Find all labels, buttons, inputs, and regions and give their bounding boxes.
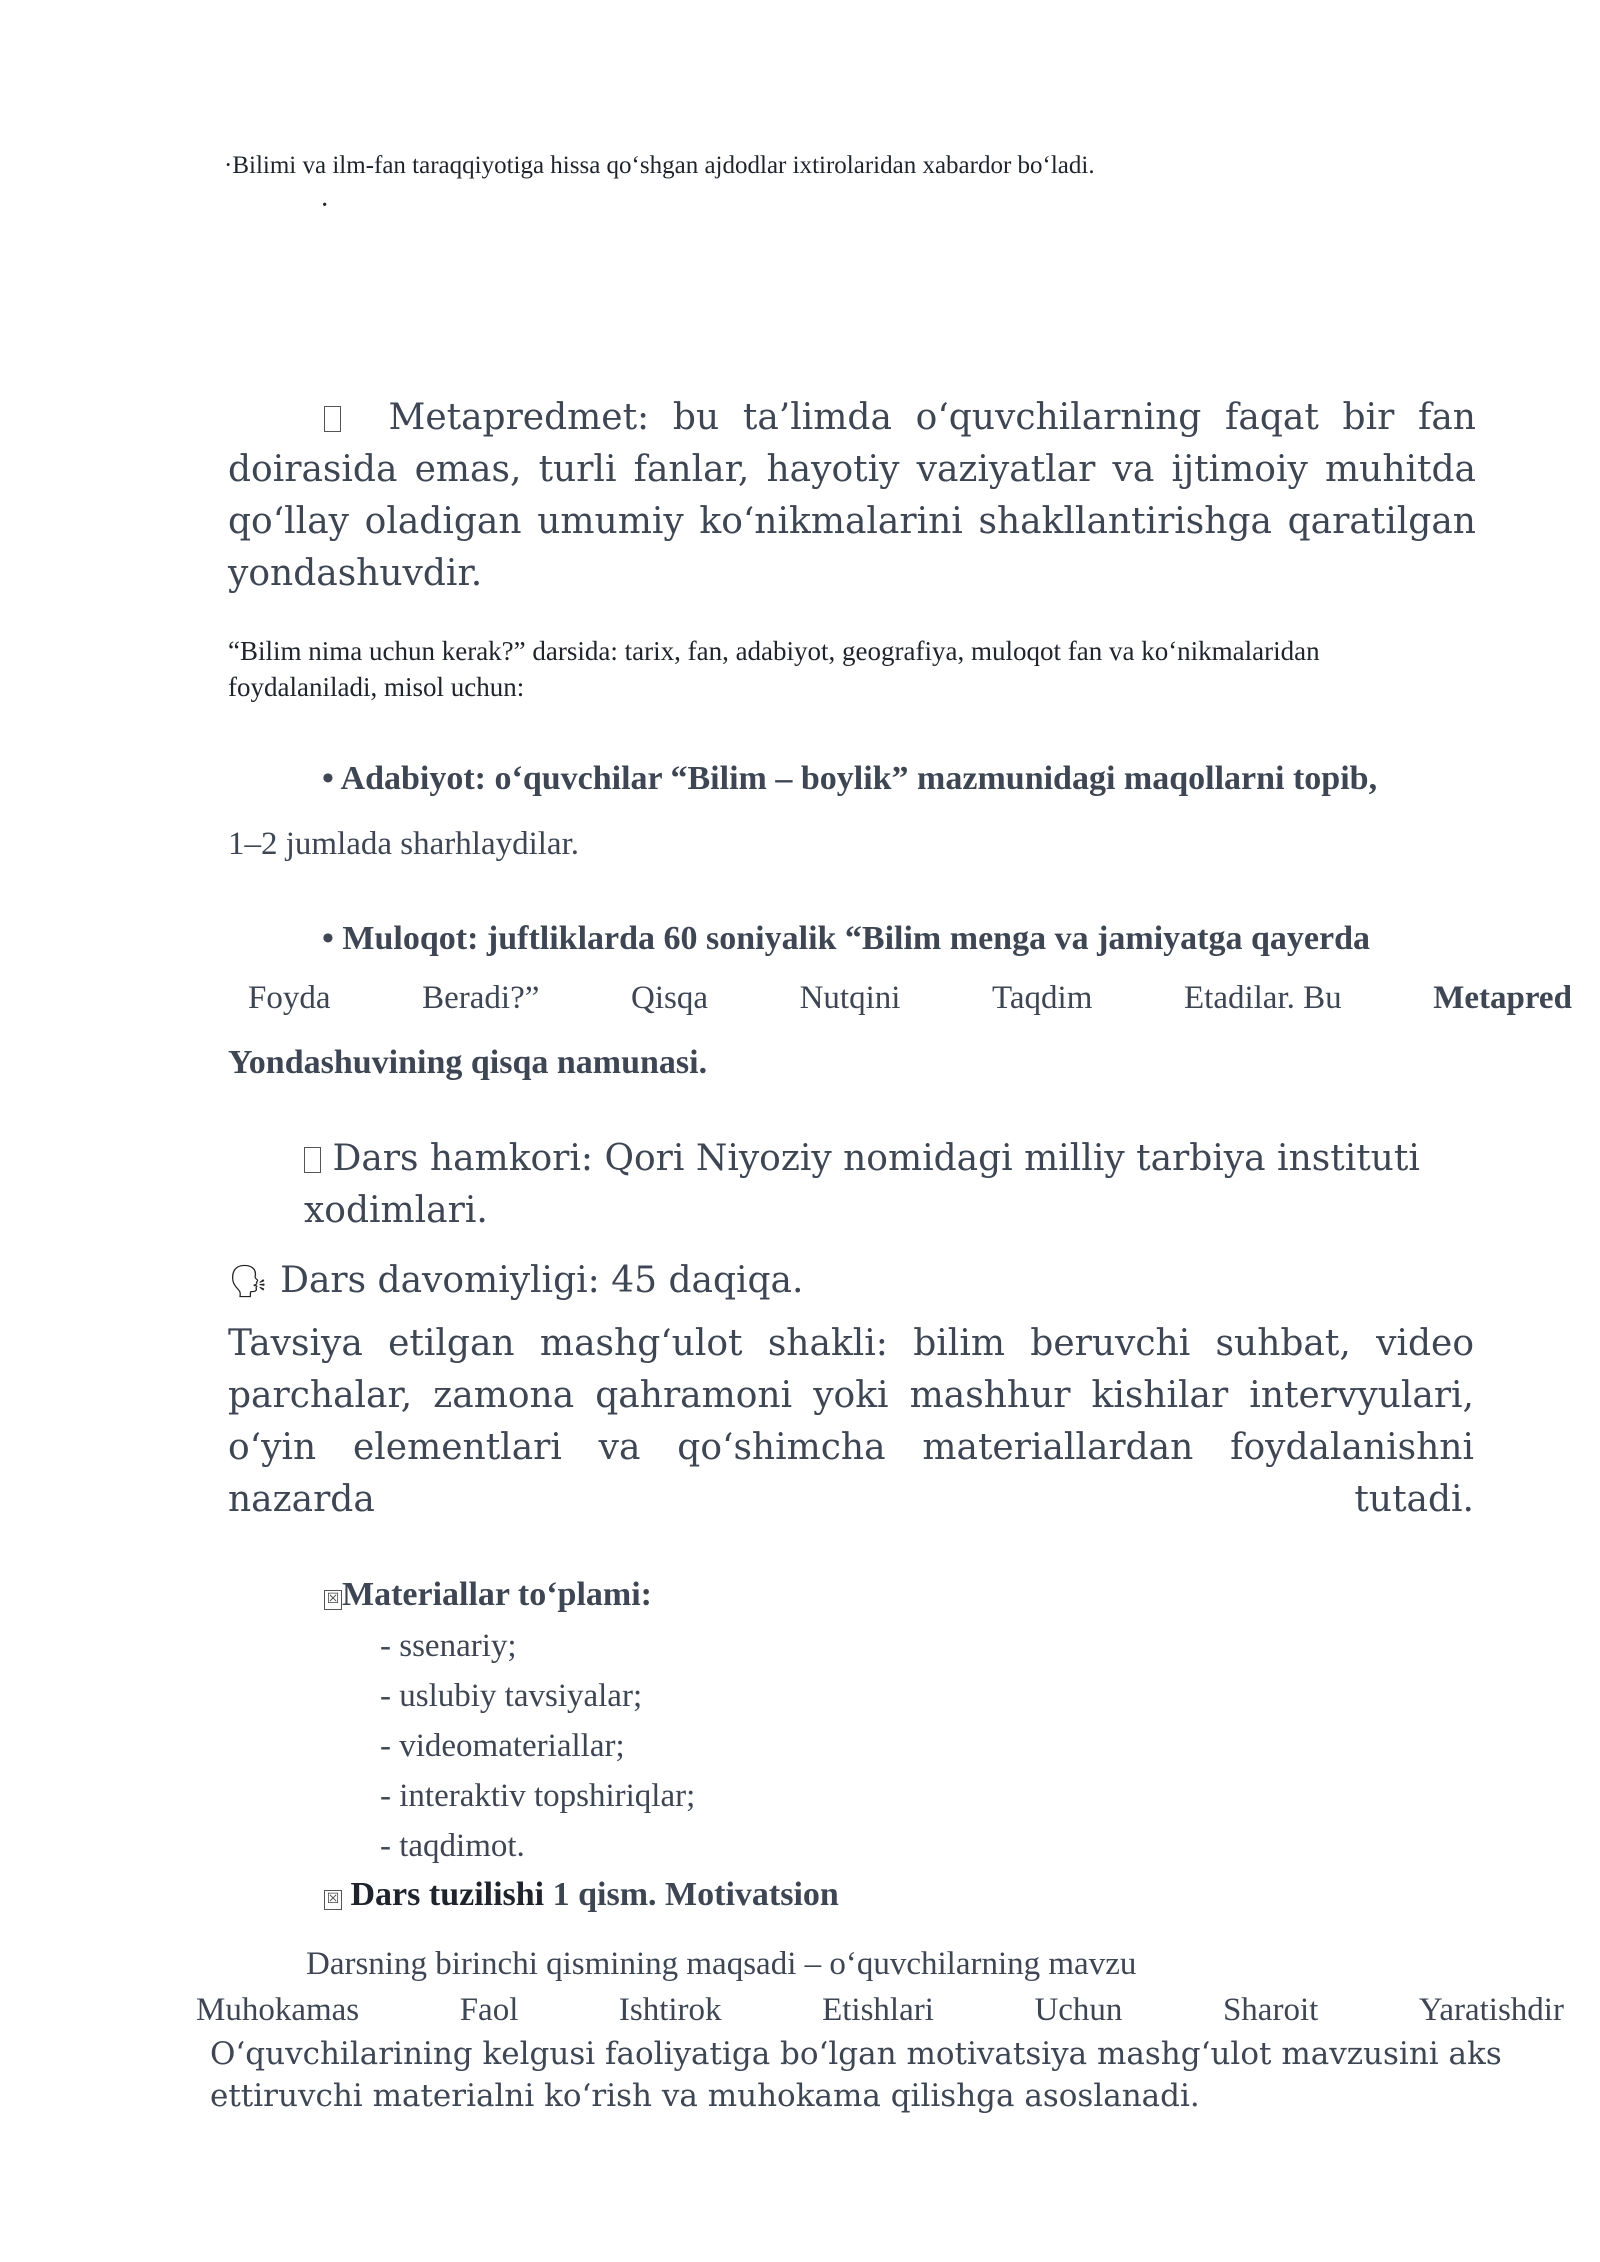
materiallar-title: Materiallar toʻplami: [342,1576,653,1613]
adabiyot-heading [322,760,1377,798]
speaking-head-icon: 🗣 [228,1262,269,1300]
closing-line-1: Darsning birinchi qismining maqsadi – oʻquvchilarning mavzu [306,1946,1137,1982]
word: Muhokamas [196,1992,360,2028]
word: Uchun [1034,1992,1123,2028]
adabiyot-rest: 1–2 jumlada sharhlaydilar. [228,826,579,862]
tuzilish-title: Dars tuzilishi [350,1876,545,1913]
word: Etishlari [822,1992,934,2028]
word: Yaratishdir [1418,1992,1564,2028]
hamkor-line-2: xodimlari. [304,1190,488,1231]
materiallar-item: - ssenariy; [380,1628,517,1664]
metapredmet-paragraph [228,392,1476,600]
tuzilish-subtitle: 1 qism. Motivatsion [552,1876,839,1913]
davomiylik-text: Dars davomiyligi: 45 daqiqa. [280,1260,804,1301]
word: Qisqa [630,980,708,1016]
word: Taqdim [992,980,1093,1016]
word: Nutqini [799,980,901,1016]
davomiylik-line [228,1260,803,1301]
top-bullet [224,152,1095,180]
materiallar-item: - taqdimot. [380,1828,525,1864]
hamkor-text: Dars hamkori: Qori Niyoziy nomidagi milliy tarbiya instituti [332,1138,1420,1179]
muloqot-line-2 [248,980,1572,1017]
word: Faol [459,1992,519,2028]
materiallar-item: - interaktiv topshiriqlar; [380,1778,696,1814]
missing-glyph-icon [324,406,341,432]
word: Foyda [248,980,331,1016]
metapredmet-text: Metapredmet: bu ta’limda oʻquvchilarning faqat bir fan doirasida emas, turli fanlar, hayotiy vaziyatlar va ijtimoiy muhitda qoʻllay oladigan umumiy koʻnikmalarini shakllantirishga qaratilgan yondashuvdir. [228,397,1476,594]
materiallar-item: - videomateriallar; [380,1728,625,1764]
word-bold: Metapred [1433,980,1572,1016]
closing-line-3: Oʻquvchilarining kelgusi faoliyatiga boʻlgan motivatsiya mashgʻulot mavzusini aks [210,2036,1502,2072]
hamkor-line-1 [304,1138,1420,1179]
muloqot-last-line: Yondashuvining qisqa namunasi. [228,1044,708,1081]
materiallar-item: - uslubiy tavsiyalar; [380,1678,643,1714]
tuzilish-heading [324,1876,839,1914]
bullet-marker: · [224,152,233,179]
intro-line-2: foydalaniladi, misol uchun: [228,672,525,702]
muloqot-heading [322,920,1370,958]
word: Sharoit [1222,1992,1319,2028]
intro-line-1: “Bilim nima uchun kerak?” darsida: tarix, fan, adabiyot, geografiya, muloqot fan va koʻnikmalaridan [228,636,1320,666]
missing-glyph-icon [304,1147,321,1173]
checkbox-icon: ☒ [324,1890,342,1910]
word: Ishtirok [618,1992,722,2028]
word: Etadilar. Bu [1184,980,1342,1016]
top-bullet-text: Bilimi va ilm-fan taraqqiyotiga hissa qoʻshgan ajdodlar ixtirolaridan xabardor boʻladi. [232,152,1095,179]
tavsiya-paragraph: Tavsiya etilgan mashgʻulot shakli: bilim beruvchi suhbat, video parchalar, zamona qahramoni yoki mashhur kishilar intervyulari, oʻyin elementlari va qoʻshimcha materiallardan foydalanishni nazarda tutadi. [228,1323,1474,1520]
adabiyot-bold-text: Adabiyot: oʻquvchilar “Bilim – boylik” mazmunidagi maqollarni topib, [340,760,1378,797]
muloqot-bold-text: Muloqot: juftliklarda 60 soniyalik “Bilim menga va jamiyatga qayerda [342,920,1370,957]
stray-dot: · [320,190,330,221]
word: Beradi?” [422,980,540,1016]
bullet-marker: • [322,760,334,797]
materiallar-heading [324,1576,652,1614]
checkbox-icon: ☒ [324,1590,342,1610]
bullet-marker: • [322,920,334,957]
closing-line-2 [196,1992,1564,2029]
closing-line-4: ettiruvchi materialni koʻrish va muhokama qilishga asoslanadi. [210,2078,1200,2114]
